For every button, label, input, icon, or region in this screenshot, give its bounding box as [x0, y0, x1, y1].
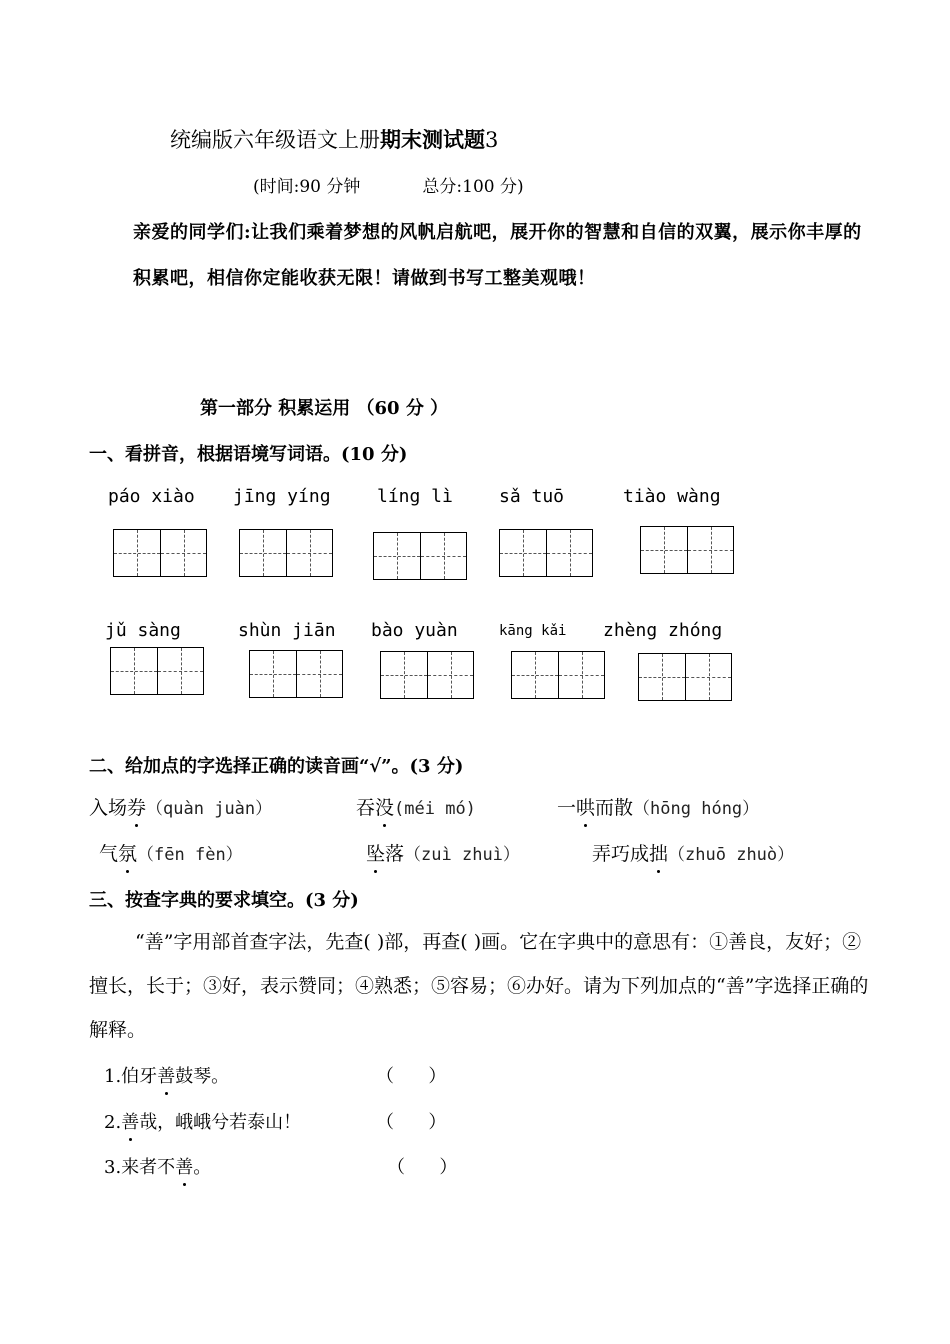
pinyin-label: jīng yíng: [233, 486, 331, 507]
dotted-char: 券: [127, 793, 146, 820]
answer-blank[interactable]: （ ）: [376, 1112, 447, 1133]
pronunciation-item[interactable]: 一哄而散（hōng hóng）: [557, 793, 759, 820]
question-item: 3.来者不善。: [104, 1153, 211, 1179]
pinyin-label: sǎ tuō: [499, 486, 565, 507]
dotted-char: 没: [375, 793, 394, 820]
writing-grid[interactable]: [511, 651, 605, 699]
time-limit: (时间:90 分钟: [253, 177, 361, 197]
pronunciation-options: （zuì zhuì）: [404, 845, 520, 865]
pinyin-label: shùn jiān: [238, 620, 336, 641]
pinyin-label: páo xiào: [108, 486, 195, 507]
writing-grid[interactable]: [110, 647, 204, 695]
question-item: 1.伯牙善鼓琴。: [104, 1062, 229, 1088]
question-item: 2.善哉，峨峨兮若泰山！: [104, 1108, 301, 1134]
writing-grid[interactable]: [373, 532, 467, 580]
dotted-char: 善: [157, 1062, 175, 1088]
writing-grid[interactable]: [638, 653, 732, 701]
writing-grid[interactable]: [499, 529, 593, 577]
pinyin-label: bào yuàn: [371, 620, 458, 641]
pinyin-label: jǔ sàng: [105, 620, 181, 641]
pronunciation-item[interactable]: 弄巧成拙（zhuō zhuò）: [592, 839, 794, 866]
dotted-char: 氛: [118, 839, 137, 866]
pronunciation-options: （fēn fèn）: [137, 845, 243, 865]
pronunciation-options: （quàn juàn）: [146, 799, 273, 819]
writing-grid[interactable]: [640, 526, 734, 574]
answer-blank[interactable]: （ ）: [376, 1066, 447, 1087]
writing-grid[interactable]: [380, 651, 474, 699]
pronunciation-item[interactable]: 入场券（quàn juàn）: [89, 793, 272, 820]
writing-grid[interactable]: [239, 529, 333, 577]
dictionary-paragraph: “善”字用部首查字法，先查( )部，再查( )画。它在字典中的意思有：①善良，友好；②擅长，长于；③好，表示赞同；④熟悉；⑤容易；⑥办好。请为下列加点的“善”字选择正确的解释。: [89, 931, 869, 1041]
section3-heading: 三、按查字典的要求填空。(3 分): [89, 890, 359, 911]
total-score: 总分:100 分): [422, 177, 524, 197]
pronunciation-options: （zhuō zhuò）: [668, 845, 795, 865]
intro-text: 亲爱的同学们:让我们乘着梦想的风帆启航吧，展开你的智慧和自信的双翼，展示你丰厚的积累吧，相信你定能收获无限！请做到书写工整美观哦！: [133, 222, 862, 289]
pinyin-label: tiào wàng: [623, 486, 721, 507]
part-heading: 第一部分 积累运用 （60 分 ）: [200, 398, 449, 419]
exam-info: [253, 172, 524, 197]
page-title: 统编版六年级语文上册期末测试题3: [170, 127, 499, 152]
pronunciation-options: (méi mó): [394, 799, 476, 819]
pronunciation-item[interactable]: 坠落（zuì zhuì）: [366, 839, 520, 866]
dotted-char: 善: [121, 1108, 139, 1134]
section2-heading: 二、给加点的字选择正确的读音画“√”。(3 分): [89, 756, 464, 777]
writing-grid[interactable]: [249, 650, 343, 698]
section1-heading: 一、看拼音，根据语境写词语。(10 分): [89, 444, 408, 465]
pronunciation-item[interactable]: 气氛（fēn fèn）: [99, 839, 243, 866]
pinyin-label: líng lì: [377, 486, 453, 507]
pronunciation-item[interactable]: 吞没(méi mó): [356, 793, 476, 820]
dotted-char: 哄: [576, 793, 595, 820]
pinyin-label: zhèng zhóng: [603, 620, 723, 641]
dotted-char: 拙: [649, 839, 668, 866]
dotted-char: 坠: [366, 839, 385, 866]
answer-blank[interactable]: （ ）: [387, 1157, 458, 1178]
pinyin-label: kāng kǎi: [499, 623, 567, 639]
pronunciation-options: （hōng hóng）: [633, 799, 760, 819]
dotted-char: 善: [175, 1153, 193, 1179]
writing-grid[interactable]: [113, 529, 207, 577]
